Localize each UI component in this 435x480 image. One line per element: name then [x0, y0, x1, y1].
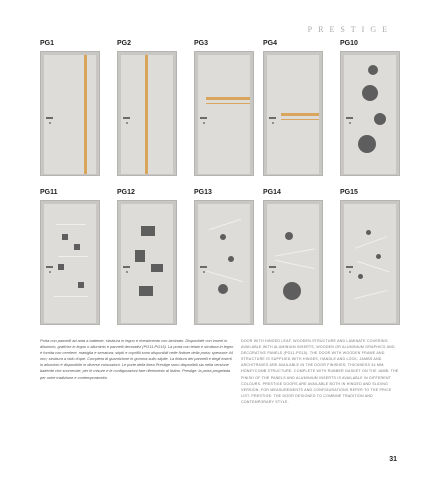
- decorative-circle: [368, 65, 378, 75]
- door-frame: [194, 200, 254, 325]
- door-leaf: [267, 204, 319, 323]
- door-model-pg1: [40, 40, 100, 50]
- door-frame: [40, 51, 100, 176]
- decorative-rectangle: [135, 250, 145, 262]
- door-leaf: [198, 55, 250, 174]
- keyhole-icon: [349, 271, 351, 273]
- decorative-groove: [354, 290, 387, 299]
- door-handle-icon: [269, 266, 276, 268]
- door-frame: [40, 200, 100, 325]
- door-handle-icon: [346, 266, 353, 268]
- model-label: PG13: [194, 189, 212, 196]
- keyhole-icon: [126, 122, 128, 124]
- decorative-circle: [228, 256, 234, 262]
- door-leaf: [267, 55, 319, 174]
- door-handle-icon: [46, 266, 53, 268]
- door-frame: [263, 200, 323, 325]
- model-label: PG10: [340, 40, 358, 47]
- door-leaf: [344, 204, 396, 323]
- door-handle-icon: [123, 117, 130, 119]
- door-handle-icon: [123, 266, 130, 268]
- gold-insert: [84, 55, 87, 174]
- door-leaf: [44, 55, 96, 174]
- door-model-pg12: [117, 189, 177, 199]
- door-handle-icon: [269, 117, 276, 119]
- door-model-pg2: [117, 40, 177, 50]
- gold-insert: [206, 103, 250, 104]
- door-model-pg10: [340, 40, 400, 50]
- model-label: PG15: [340, 189, 358, 196]
- door-leaf: [121, 55, 173, 174]
- door-model-pg3: [194, 40, 254, 50]
- decorative-groove: [54, 296, 88, 297]
- decorative-circle: [376, 254, 381, 259]
- door-frame: [340, 51, 400, 176]
- keyhole-icon: [203, 271, 205, 273]
- model-label: PG4: [263, 40, 278, 47]
- decorative-rectangle: [139, 286, 153, 296]
- model-label: PG2: [117, 40, 132, 47]
- door-leaf: [344, 55, 396, 174]
- decorative-groove: [58, 256, 88, 257]
- decorative-circle: [374, 113, 386, 125]
- decorative-square: [58, 264, 64, 270]
- model-label: PG11: [40, 189, 58, 196]
- door-handle-icon: [200, 117, 207, 119]
- gold-insert: [206, 97, 250, 100]
- brand-title: PRESTIGE: [307, 25, 393, 34]
- door-model-pg13: [194, 189, 254, 199]
- door-leaf: [198, 204, 250, 323]
- decorative-square: [62, 234, 68, 240]
- decorative-groove: [209, 219, 242, 230]
- decorative-rectangle: [141, 226, 155, 236]
- door-frame: [340, 200, 400, 325]
- keyhole-icon: [272, 271, 274, 273]
- decorative-circle: [362, 85, 378, 101]
- model-label: PG12: [117, 189, 135, 196]
- decorative-rectangle: [151, 264, 163, 272]
- keyhole-icon: [49, 271, 51, 273]
- door-frame: [194, 51, 254, 176]
- description-english: DOOR WITH HINGED LEAF, WOODEN STRUCTURE AND LAMINATE COVERING. AVAILABLE WITH ALUMINIUM INSERTS, WOODEN OR ALUMINIUM GRAPHICS AND DECORATIVE PANELS (PG11-PG15). THE DOOR WITH WOODEN FRAME AND STRUCTURE IS SUPPLIED WITH HINGES, HANDLE AND LOCK; JAMBS AND ARCHITRAVES ARE AVAILABLE IN THE DOOR FINISHES; THICKNESS 44 MM; HONEYCOMB STRUCTURE. COMPLETE WITH RUBBER GASKET ON THE JAMB. THE FINISH OF THE PANELS AND ALUMINIUM INSERTS IS AVAILABLE IN DIFFERENT COLOURS. PRESTIGE DOORS ARE AVAILABLE BOTH IN HINGED AND SLIDING VERSION; FOR MEASUREMENTS AND CONFIGURATIONS REFER TO THE PRICE LIST. PRESTIGE: THE DOOR DESIGNED TO COMBINE TRADITION AND CONTEMPORARY STYLE.: [241, 339, 399, 404]
- keyhole-icon: [126, 271, 128, 273]
- door-model-pg4: [263, 40, 323, 50]
- decorative-groove: [275, 249, 315, 257]
- door-model-pg14: [263, 189, 323, 199]
- decorative-groove: [275, 260, 314, 269]
- gold-insert: [281, 119, 319, 120]
- decorative-groove: [355, 236, 387, 249]
- decorative-circle: [285, 232, 293, 240]
- decorative-groove: [357, 261, 390, 272]
- decorative-square: [74, 244, 80, 250]
- decorative-circle: [358, 135, 376, 153]
- door-model-pg15: [340, 189, 400, 199]
- page-number: 31: [389, 456, 397, 463]
- model-label: PG14: [263, 189, 281, 196]
- decorative-circle: [358, 274, 363, 279]
- decorative-groove: [207, 271, 244, 282]
- door-handle-icon: [200, 266, 207, 268]
- keyhole-icon: [272, 122, 274, 124]
- model-label: PG3: [194, 40, 209, 47]
- door-handle-icon: [346, 117, 353, 119]
- model-label: PG1: [40, 40, 55, 47]
- decorative-square: [78, 282, 84, 288]
- gold-insert: [145, 55, 148, 174]
- keyhole-icon: [49, 122, 51, 124]
- door-frame: [117, 200, 177, 325]
- door-leaf: [121, 204, 173, 323]
- keyhole-icon: [203, 122, 205, 124]
- door-frame: [117, 51, 177, 176]
- decorative-circle: [218, 284, 228, 294]
- door-frame: [263, 51, 323, 176]
- keyhole-icon: [349, 122, 351, 124]
- door-handle-icon: [46, 117, 53, 119]
- decorative-groove: [56, 224, 86, 225]
- description-italian: Porta con pannelli ad anta a battente, struttura in legno e rivestimento con laminato. Disponibile con inserti in alluminio, grafiche in legno o alluminio e pannelli decorativi (PG11-PG15). La porta con telaio e struttura in legno è fornita con cerniere, maniglia e serratura; stipiti e coprifili sono disponibili nelle finiture della porta; spessore 44 mm; struttura a nido d'ape. Completa di guarnizione in gomma sullo stipite. La finitura dei pannelli e degli inserti in alluminio è disponibile in diverse colorazioni. Le porte della linea Prestige sono disponibili sia nella versione battente che scorrevole; per le misure e le configurazioni fare riferimento al listino. Prestige: la porta progettata per unire tradizione e contemporaneità.: [40, 338, 234, 380]
- gold-insert: [281, 113, 319, 116]
- door-model-pg11: [40, 189, 100, 199]
- door-leaf: [44, 204, 96, 323]
- decorative-circle: [220, 234, 226, 240]
- decorative-circle: [283, 282, 301, 300]
- decorative-circle: [366, 230, 371, 235]
